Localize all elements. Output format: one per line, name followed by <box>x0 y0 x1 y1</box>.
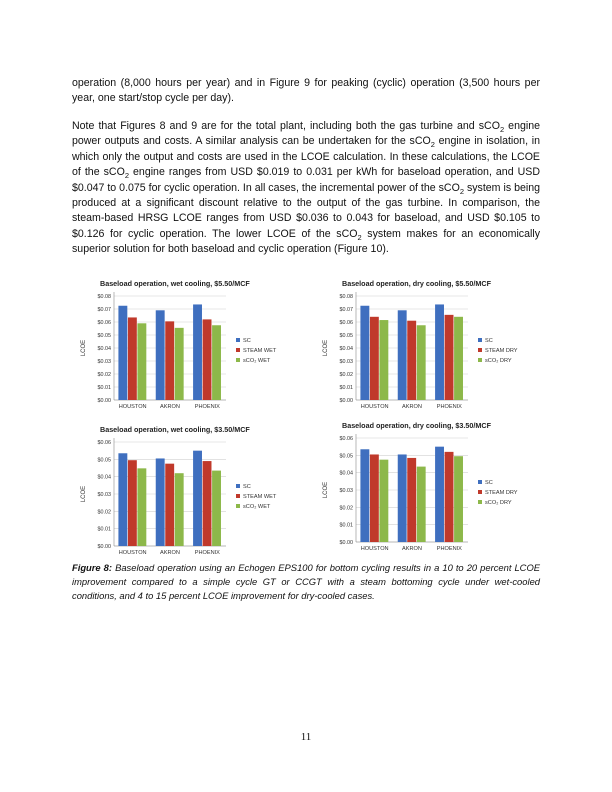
body-paragraph-1 <box>72 76 540 107</box>
legend-swatch <box>236 504 240 508</box>
legend-swatch <box>236 494 240 498</box>
y-tick-label: $0.02 <box>339 372 353 378</box>
y-tick-label: $0.07 <box>339 307 353 313</box>
legend-swatch <box>236 338 240 342</box>
bar-sc <box>360 449 369 542</box>
bar-sco2-wet <box>212 471 221 546</box>
legend-swatch <box>236 358 240 362</box>
bar-steam-dry <box>445 452 454 542</box>
bar-sco2-wet <box>137 323 146 400</box>
x-tick-label: HOUSTON <box>118 404 147 410</box>
bar-steam-dry <box>445 315 454 400</box>
y-tick-label: $0.02 <box>97 509 111 516</box>
legend-label: sCO₂ DRY <box>485 358 512 364</box>
y-tick-label: $0.07 <box>97 307 111 313</box>
bar-sco2-dry <box>454 317 463 400</box>
body-paragraph-2 <box>72 119 540 258</box>
y-tick-label: $0.06 <box>339 320 353 326</box>
paragraph-2-part-3: engine in isolation, in which only the output and costs are used in the LCOE calculation. In these calculations, the LCOE of the sCO <box>72 135 540 179</box>
y-tick-label: $0.05 <box>339 333 353 339</box>
bar-sco2-dry <box>379 320 388 400</box>
bar-steam-dry <box>407 321 416 400</box>
y-tick-label: $0.03 <box>97 492 111 498</box>
bar-sco2-dry <box>379 460 388 542</box>
legend-label: sCO₂ WET <box>243 358 271 364</box>
y-tick-label: $0.05 <box>97 457 111 464</box>
y-tick-label: $0.06 <box>339 436 353 442</box>
y-tick-label: $0.04 <box>339 346 353 352</box>
legend-label: sCO₂ WET <box>243 504 271 510</box>
bar-sco2-dry <box>417 325 426 400</box>
legend-swatch <box>478 480 482 484</box>
y-tick-label: $0.06 <box>97 320 111 326</box>
bar-sc <box>193 304 202 400</box>
x-tick-label: AKRON <box>160 550 180 556</box>
y-tick-label: $0.00 <box>339 540 353 546</box>
y-tick-label: $0.08 <box>97 294 111 300</box>
y-tick-label: $0.05 <box>339 453 353 460</box>
legend-label: SC <box>485 480 493 486</box>
chart-title: Baseload operation, dry cooling, $3.50/MCF <box>342 421 491 430</box>
bar-sco2-dry <box>454 456 463 542</box>
x-tick-label: PHOENIX <box>194 550 220 556</box>
legend-label: STEAM DRY <box>485 490 518 496</box>
x-tick-label: AKRON <box>402 404 422 410</box>
paragraph-2-part-5: system is being produced at a significant discount relative to the output of the gas turbine. In comparison, the steam-based HRSG LCOE ranges from USD $0.036 to 0.043 for baseload, and USD $0.105 to $0.126 for cyclic operation. The lower LCOE of the sCO <box>72 181 541 240</box>
bar-sc <box>193 451 202 546</box>
x-tick-label: PHOENIX <box>436 546 462 552</box>
chart-title: Baseload operation, dry cooling, $5.50/MCF <box>342 279 491 288</box>
legend-swatch <box>478 358 482 362</box>
y-tick-label: $0.06 <box>97 440 111 446</box>
y-tick-label: $0.02 <box>97 372 111 378</box>
chart-title: Baseload operation, wet cooling, $3.50/MCF <box>100 425 250 434</box>
legend-label: SC <box>243 338 251 344</box>
paragraph-2-part-6: system makes for an economically superior solution for both baseload and cyclic operation (Figure 10). <box>72 227 540 256</box>
page-number: 11 <box>300 731 312 743</box>
y-tick-label: $0.05 <box>97 333 111 339</box>
y-tick-label: $0.03 <box>97 359 111 365</box>
paragraph-2-part-2: engine power outputs and costs. A similar analysis can be undertaken for the sCO <box>72 120 540 148</box>
bar-steam-wet <box>203 319 212 400</box>
y-tick-label: $0.01 <box>339 522 353 529</box>
bar-steam-dry <box>370 317 379 400</box>
legend-label: STEAM WET <box>243 494 277 500</box>
subscript-2: 2 <box>499 125 505 135</box>
bar-sco2-wet <box>175 473 184 546</box>
bar-steam-wet <box>165 321 174 400</box>
subscript-2: 2 <box>459 186 464 196</box>
bar-sc <box>435 447 444 542</box>
legend-label: STEAM WET <box>243 348 277 354</box>
chart-title: Baseload operation, wet cooling, $5.50/MCF <box>100 279 250 288</box>
legend-swatch <box>236 348 240 352</box>
y-axis-label: LCOE <box>323 481 329 499</box>
bar-sco2-wet <box>212 325 221 400</box>
y-axis-label: LCOE <box>81 485 87 503</box>
y-tick-label: $0.03 <box>339 359 353 365</box>
y-tick-label: $0.02 <box>339 505 353 512</box>
legend-label: SC <box>243 484 251 490</box>
y-tick-label: $0.00 <box>97 544 111 550</box>
figure-caption <box>72 561 540 604</box>
legend-label: SC <box>485 338 493 344</box>
caption-label: Figure 8: <box>72 562 113 573</box>
bar-sco2-wet <box>175 328 184 400</box>
y-tick-label: $0.04 <box>97 474 111 481</box>
bar-sco2-dry <box>417 467 426 542</box>
y-tick-label: $0.03 <box>339 488 353 494</box>
figure-8 <box>72 276 540 556</box>
legend-label: sCO₂ DRY <box>485 500 512 506</box>
bar-sc <box>398 310 407 400</box>
bar-steam-wet <box>203 461 212 546</box>
bar-sc <box>398 454 407 542</box>
y-tick-label: $0.01 <box>339 385 353 391</box>
subscript-2: 2 <box>357 232 362 242</box>
bar-sc <box>360 306 369 400</box>
x-tick-label: PHOENIX <box>194 404 220 410</box>
bar-steam-wet <box>128 460 137 546</box>
caption-text: Baseload operation using an Echogen EPS100 for bottom cycling results in a 10 to 20 percent LCOE improvement compared to a simple cycle GT or CCGT with a steam bottoming cycle under wet-cooled conditions, and 4 to 15 percent LCOE improvement for dry-cooled cases. <box>72 562 540 602</box>
x-tick-label: HOUSTON <box>118 550 147 556</box>
bar-sc <box>156 458 165 546</box>
y-tick-label: $0.04 <box>339 470 353 477</box>
x-tick-label: AKRON <box>402 546 422 552</box>
y-axis-label: LCOE <box>323 339 329 357</box>
bar-sc <box>435 304 444 400</box>
x-tick-label: HOUSTON <box>360 546 389 552</box>
legend-swatch <box>478 348 482 352</box>
x-tick-label: PHOENIX <box>436 404 462 410</box>
y-tick-label: $0.00 <box>97 398 111 404</box>
y-tick-label: $0.01 <box>97 526 111 533</box>
chart-svg-wet-350 <box>76 422 304 558</box>
subscript-2: 2 <box>124 171 129 181</box>
bar-steam-dry <box>407 458 416 542</box>
x-tick-label: AKRON <box>160 404 180 410</box>
bar-sco2-wet <box>137 468 146 546</box>
legend-label: STEAM DRY <box>485 348 518 354</box>
chart-wet-350 <box>76 422 304 558</box>
y-tick-label: $0.08 <box>339 294 353 300</box>
legend-swatch <box>478 338 482 342</box>
chart-svg-wet-550 <box>76 276 304 412</box>
y-tick-label: $0.01 <box>97 385 111 391</box>
chart-svg-dry-350 <box>318 418 546 554</box>
chart-dry-350 <box>318 418 546 554</box>
y-tick-label: $0.00 <box>339 398 353 404</box>
chart-svg-dry-550 <box>318 276 546 412</box>
bar-sc <box>118 453 127 546</box>
bar-sc <box>118 306 127 400</box>
chart-dry-550 <box>318 276 546 412</box>
y-axis-label: LCOE <box>81 339 87 357</box>
chart-wet-550 <box>76 276 304 412</box>
legend-swatch <box>236 484 240 488</box>
legend-swatch <box>478 490 482 494</box>
bar-steam-dry <box>370 454 379 542</box>
bar-steam-wet <box>128 317 137 400</box>
bar-steam-wet <box>165 464 174 546</box>
legend-swatch <box>478 500 482 504</box>
subscript-2: 2 <box>430 140 435 150</box>
bar-sc <box>156 310 165 400</box>
x-tick-label: HOUSTON <box>360 404 389 410</box>
paragraph-2-part-1: Note that Figures 8 and 9 are for the total plant, including both the gas turbine and sCO <box>72 120 500 132</box>
y-tick-label: $0.04 <box>97 346 111 352</box>
paragraph-2-part-4: engine ranges from USD $0.019 to 0.031 per kWh for baseload operation, and USD $0.047 to 0.075 for cyclic operation. In all cases, the incremental power of the sCO <box>72 166 540 194</box>
paragraph-1-text: operation (8,000 hours per year) and in Figure 9 for peaking (cyclic) operation (3,500 hours per year, one start/stop cycle per day). <box>72 77 540 105</box>
